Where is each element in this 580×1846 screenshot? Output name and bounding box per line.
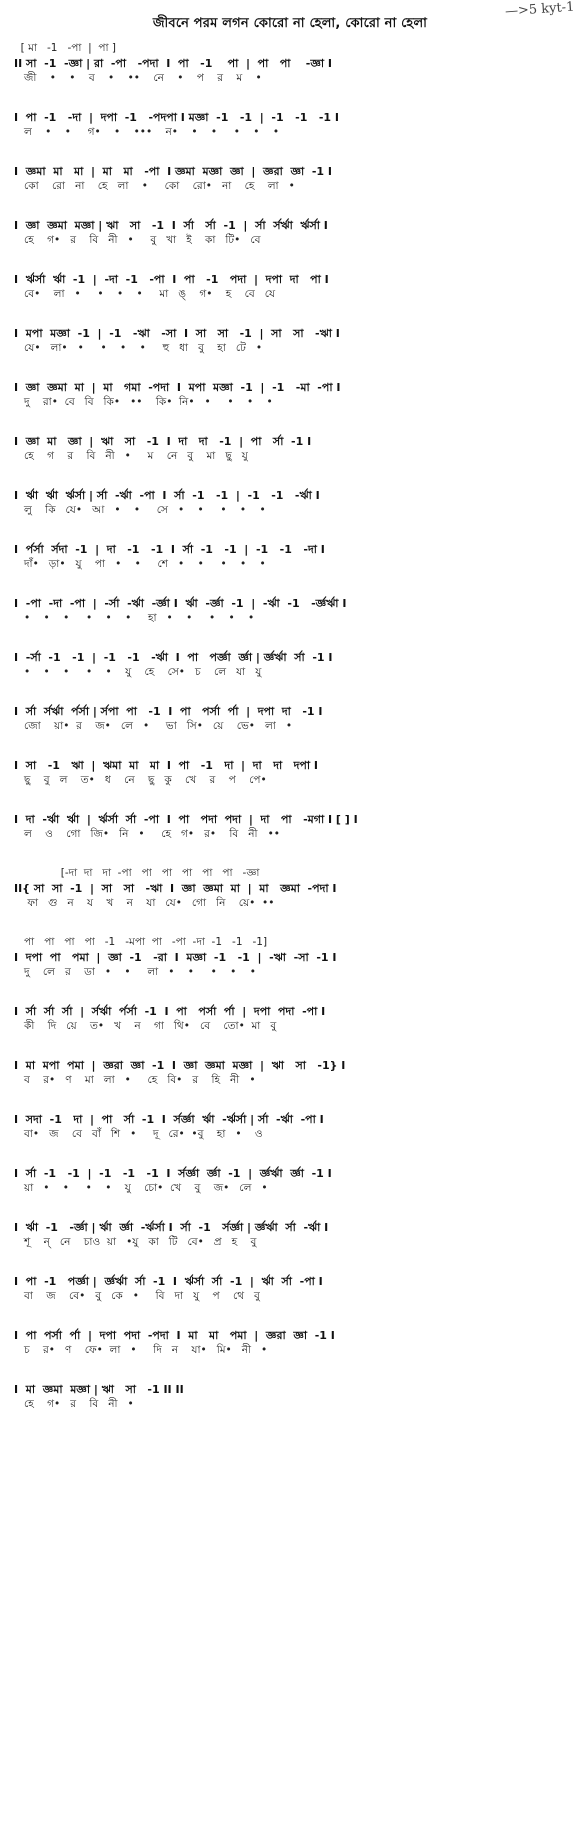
- swara-line: I র্ঋা র্ঋা র্ঋর্সা | র্সা -র্ঋা -পা I র্সা -1 -1 | -1 -1 -র্ঋা I: [14, 489, 320, 502]
- notation-system: [14, 272, 566, 302]
- lyrics-line: হে গ র বি নী • ম নে বু মা ছু যু: [14, 450, 248, 462]
- lyrics-line: ল • • গ• • ••• ন• • • • • •: [14, 126, 280, 138]
- song-title: জীবনে পরম লগন কোরো না হেলা, কোরো না হেলা: [152, 16, 428, 31]
- notation-system: [14, 434, 566, 464]
- lyrics-line: য়া • • • • যু চো• খে বু জ• লে •: [14, 1182, 268, 1194]
- lyrics-line: হে গ• র বি নী • বু খা ই কা টি• বে: [14, 234, 261, 246]
- notation-system: [14, 1220, 566, 1250]
- notation-system: [14, 1274, 566, 1304]
- swara-line: I পা পর্সা র্পা | দপা পদা -পদা I মা মা পমা | জ্ঞরা জ্ঞা -1 I: [14, 1329, 335, 1342]
- swara-line: I জ্ঞা জ্ঞমা মজ্ঞা | ঋা সা -1 I র্সা র্সা -1 | র্সা র্সর্ঋা র্ঋর্সা I: [14, 219, 328, 232]
- lyrics-line: • • • • • যু হে সে• চ লে যা যু: [14, 666, 262, 678]
- swara-line: I র্সা র্সা র্সা | র্সর্ঋা র্পর্সা -1 I পা পর্সা র্পা | দপা পদা -পা I: [14, 1005, 326, 1018]
- lyrics-line: বা জ বে• বু কে • বি দা যু প থে বু: [14, 1290, 260, 1302]
- handwritten-note: —>5 kyt-1: [504, 0, 575, 20]
- swara-line: II{ সা সা -1 | সা সা -ঋা I জ্ঞা জ্ঞমা মা | মা জ্ঞমা -পদা I: [14, 882, 337, 895]
- lyrics-line: ফা গু ন য খ ন যা যে• গো নি য়ে• ••: [14, 897, 275, 909]
- swara-line: I -পা -দা -পা | -র্সা -র্ঋা -র্জ্ঞা I র্ঋা -র্জ্ঞা -1 | -র্ঋা -1 -র্জ্ঞর্ঋা I: [14, 597, 347, 610]
- notation-system: [14, 596, 566, 626]
- notation-system: [14, 812, 566, 842]
- notation-system: [14, 218, 566, 248]
- swara-line: I দা -র্ঋা র্ঋা | র্ঋর্সা র্সা -পা I পা পদা পদা | দা পা -মগা I [ ] I: [14, 813, 358, 826]
- notation-system: [14, 1004, 566, 1034]
- notation-system: [14, 650, 566, 680]
- lyrics-line: কো রো না হে লা • কো রো• না হে লা •: [14, 180, 295, 192]
- swara-line: I সদা -1 দা | পা র্সা -1 I র্সর্জ্ঞা র্ঋা -র্ঋর্সা | র্সা -র্ঋা -পা I: [14, 1113, 324, 1126]
- notation-system: [14, 542, 566, 572]
- swara-line: I জ্ঞা জ্ঞমা মা | মা গমা -পদা I মপা মজ্ঞা -1 | -1 -মা -পা I: [14, 381, 341, 394]
- notation-system: [14, 380, 566, 410]
- swara-line: I জ্ঞা মা জ্ঞা | ঋা সা -1 I দা দা -1 | পা র্সা -1 I: [14, 435, 312, 448]
- notation-system: [14, 41, 566, 86]
- lyrics-line: ল ও গো জি• নি • হে গ• র• বি নী ••: [14, 828, 280, 840]
- lyrics-line: যে• লা• • • • • হু ধা বু হা টে •: [14, 342, 263, 354]
- notation-system: [14, 326, 566, 356]
- alternate-swara-line: পা পা পা পা -1 -মপা পা -পা -দা -1 -1 -1]: [14, 936, 268, 948]
- swara-line: I -র্সা -1 -1 | -1 -1 -র্ঋা I পা পর্জ্ঞা র্জ্ঞা | র্জ্ঞর্ঋা র্সা -1 I: [14, 651, 333, 664]
- notation-system: [14, 1166, 566, 1196]
- lyrics-line: জী • • ব • •• নে • প র ম •: [14, 72, 262, 84]
- swara-line: I র্সা -1 -1 | -1 -1 -1 I র্সর্জ্ঞা র্জ্ঞা -1 | র্জ্ঞর্ঋা র্জ্ঞা -1 I: [14, 1167, 332, 1180]
- lyrics-line: বা• জ বে বাঁ শি • দূ রে• •বু হা • ও: [14, 1128, 263, 1140]
- swara-line: I র্ঋর্সা র্ঋা -1 | -দা -1 -পা I পা -1 পদা | দপা দা পা I: [14, 273, 329, 286]
- notation-system: [14, 1382, 566, 1412]
- notation-system: [14, 935, 566, 980]
- swara-line: II সা -1 -জ্ঞা | রা -পা -পদা I পা -1 পা | পা পা -জ্ঞা I: [14, 57, 332, 70]
- lyrics-line: দাঁ• ড়া• যু পা • • শে • • • • •: [14, 558, 266, 570]
- lyrics-line: শূ ন্ নে চাও য়া •যু কা টি বে• প্র হ বু: [14, 1236, 257, 1248]
- notation-system: [14, 110, 566, 140]
- swara-line: I দপা পা পমা | জ্ঞা -1 -রা I মজ্ঞা -1 -1 | -ঋা -সা -1 I: [14, 951, 337, 964]
- swara-line: I পা -1 পর্জ্ঞা | র্জ্ঞর্ঋা র্সা -1 I র্ঋর্সা র্সা -1 | র্ঋা র্সা -পা I: [14, 1275, 323, 1288]
- notation-system: [14, 488, 566, 518]
- swara-line: I র্সা র্সর্ঋা র্পর্সা | র্সপা পা -1 I পা পর্সা র্পা | দপা দা -1 I: [14, 705, 323, 718]
- swara-line: I পা -1 -দা | দপা -1 -পদপা I মজ্ঞা -1 -1 | -1 -1 -1 I: [14, 111, 339, 124]
- swara-line: I মা জ্ঞমা মজ্ঞা | ঋা সা -1 II II: [14, 1383, 184, 1396]
- swara-line: I মপা মজ্ঞা -1 | -1 -ঋা -সা I সা সা -1 | সা সা -ঋা I: [14, 327, 340, 340]
- swara-line: I সা -1 ঋা | ঋমা মা মা I পা -1 দা | দা দা দপা I: [14, 759, 319, 772]
- swara-line: I র্ঋা -1 -র্জ্ঞা | র্ঋা র্জ্ঞা -র্ঋর্সা I র্সা -1 র্সর্জ্ঞা | র্জ্ঞর্ঋা র্সা -র্ঋা I: [14, 1221, 329, 1234]
- lyrics-line: জো য়া• র জ• লে • ভা সি• য়ে ভে• লা •: [14, 720, 293, 732]
- lyrics-line: দু লে র ডা • • লা • • • • •: [14, 966, 256, 978]
- notation-system: [14, 704, 566, 734]
- notation-system: [14, 1112, 566, 1142]
- lyrics-line: দু রা• বে বি কি• •• কি• নি• • • • •: [14, 396, 273, 408]
- notation-system: [14, 1058, 566, 1088]
- notation-system: [14, 1328, 566, 1358]
- notation-systems: [14, 41, 566, 1412]
- notation-system: [14, 866, 566, 911]
- alternate-swara-line: [-দা দা দা -পা পা পা পা পা পা -জ্ঞা: [14, 867, 260, 879]
- lyrics-line: লু কি যে• আ • • সে • • • • •: [14, 504, 266, 516]
- lyrics-line: • • • • • • হা • • • • •: [14, 612, 255, 624]
- swara-line: I মা মপা পমা | জ্ঞরা জ্ঞা -1 I জ্ঞা জ্ঞমা মজ্ঞা | ঋা সা -1} I: [14, 1059, 346, 1072]
- notation-system: [14, 164, 566, 194]
- swara-line: I জ্ঞমা মা মা | মা মা -পা I জ্ঞমা মজ্ঞা জ্ঞা | জ্ঞরা জ্ঞা -1 I: [14, 165, 333, 178]
- swara-line: I র্পর্সা র্সদা -1 | দা -1 -1 I র্সা -1 -1 | -1 -1 -দা I: [14, 543, 325, 556]
- lyrics-line: কী দি য়ে ত• খ ন গা থি• বে তো• মা বু: [14, 1020, 277, 1032]
- lyrics-line: ছু বু ল ত• ধ নে ছু কু খে র প পে•: [14, 774, 267, 786]
- alternate-swara-line: [ মা -1 -পা | পা ]: [14, 42, 116, 54]
- lyrics-line: বে• লা • • • • মা ঙ্ গ• হ বে যে: [14, 288, 276, 300]
- notation-system: [14, 758, 566, 788]
- lyrics-line: হে গ• র বি নী •: [14, 1398, 134, 1410]
- lyrics-line: চ র• ণ ফে• লা • দি ন যা• মি• নী •: [14, 1344, 268, 1356]
- lyrics-line: ব র• ণ মা লা • হে বি• র হি নী •: [14, 1074, 256, 1086]
